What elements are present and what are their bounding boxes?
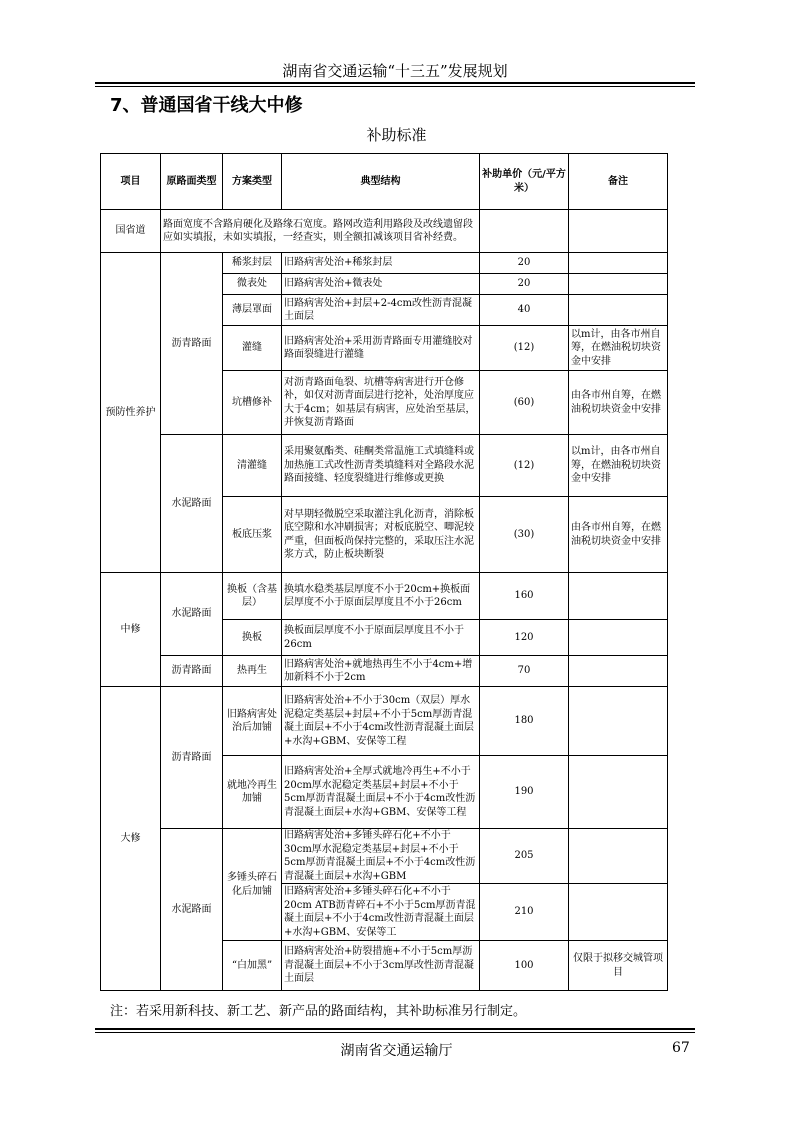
cell-project: 预防性养护 [101, 253, 161, 573]
cell-remark [569, 573, 668, 620]
cell-road-type: 水泥路面 [161, 829, 223, 991]
footer-rule [95, 1028, 695, 1030]
cell-remark [569, 687, 668, 756]
cell-structure: 采用聚氨酯类、硅酮类常温施工式填缝料或加热施工式改性沥青类填缝料对全路段水泥路面接缝、轻度裂缝进行维修或更换 [282, 435, 480, 497]
cell-project: 大修 [101, 687, 161, 991]
cell-structure: 旧路病害处治+采用沥青路面专用灌缝胶对路面裂缝进行灌缝 [282, 326, 480, 371]
cell-structure: 旧路病害处治+封层+2-4cm改性沥青混凝土面层 [282, 295, 480, 326]
header-rule [95, 82, 695, 84]
cell-structure: 换填水稳类基层厚度不小于20cm+换板面层厚度不小于原面层厚度且不小于26cm [282, 573, 480, 620]
cell-remark [569, 295, 668, 326]
page-header: 湖南省交通运输“十三五”发展规划 [282, 62, 508, 80]
cell-structure: 换板面层厚度不小于原面层厚度且不小于26cm [282, 620, 480, 656]
col-header-scheme: 方案类型 [223, 154, 282, 210]
cell-price: 180 [480, 687, 569, 756]
cell-price: 100 [480, 941, 569, 991]
subsidy-table [100, 153, 668, 991]
cell-remark [569, 620, 668, 656]
cell-scheme: 多锤头碎石化后加铺 [223, 829, 282, 941]
footer-rule-thin [95, 1032, 695, 1033]
cell-price: 20 [480, 253, 569, 274]
cell-price: (30) [480, 497, 569, 573]
cell-structure: 旧路病害处治+不小于30cm（双层）厚水泥稳定类基层+封层+不小于5cm厚沥青混凝土面层+不小于4cm改性沥青混凝土面层+水沟+GBM、安保等工程 [282, 687, 480, 756]
cell-structure: 对早期轻微脱空采取灌注乳化沥青，消除板底空隙和水冲刷损害；对板底脱空、唧泥较严重，但面板尚保持完整的，采取压注水泥浆方式，防止板块断裂 [282, 497, 480, 573]
cell-price: (60) [480, 371, 569, 435]
cell-structure: 旧路病害处治+微表处 [282, 274, 480, 295]
cell-road-type: 水泥路面 [161, 435, 223, 573]
cell-price: 160 [480, 573, 569, 620]
cell-remark: 由各市州自筹，在燃油税切块资金中安排 [569, 371, 668, 435]
cell-structure: 旧路病害处治+就地热再生不小于4cm+增加新料不小于2cm [282, 656, 480, 687]
table-row [101, 210, 668, 253]
cell-scheme: 坑槽修补 [223, 371, 282, 435]
cell-price: 205 [480, 829, 569, 884]
table-row [101, 573, 668, 620]
cell-scheme: 清灌缝 [223, 435, 282, 497]
col-header-project: 项目 [101, 154, 161, 210]
cell-structure: 旧路病害处治+防裂措施+不小于5cm厚沥青混凝土面层+不小于3cm厚改性沥青混凝土面层 [282, 941, 480, 991]
table-row [101, 435, 668, 497]
table-row [101, 829, 668, 884]
cell-scheme: 薄层罩面 [223, 295, 282, 326]
cell-project: 中修 [101, 573, 161, 687]
cell-scheme: 板底压浆 [223, 497, 282, 573]
cell-structure: 旧路病害处治+多锤头碎石化+不小于30cm厚水泥稳定类基层+封层+不小于5cm厚沥青混凝土面层+不小于4cm改性沥青混凝土面层+水沟+GBM [282, 829, 480, 884]
cell-structure: 旧路病害处治+全厚式就地冷再生+不小于20cm厚水泥稳定类基层+封层+不小于5cm厚沥青混凝土面层+不小于4cm改性沥青混凝土面层+水沟+GBM、安保等工程 [282, 756, 480, 829]
footnote: 注：若采用新科技、新工艺、新产品的路面结构，其补助标准另行制定。 [110, 1004, 527, 1019]
cell-remark: 以m计，由各市州自筹，在燃油税切块资金中安排 [569, 326, 668, 371]
cell-price: 190 [480, 756, 569, 829]
page-number: 67 [672, 1040, 690, 1056]
cell-remark [569, 656, 668, 687]
cell-remark [569, 884, 668, 941]
col-header-remark: 备注 [569, 154, 668, 210]
cell-scheme: 灌缝 [223, 326, 282, 371]
cell-price: 120 [480, 620, 569, 656]
cell-remark [569, 274, 668, 295]
cell-road-type: 沥青路面 [161, 253, 223, 435]
cell-price: (12) [480, 326, 569, 371]
header-rule-thin [95, 86, 695, 87]
cell-structure: 对沥青路面龟裂、坑槽等病害进行开仓修补，如仅对沥青面层进行挖补，处治厚度应大于4cm；如基层有病害，应处治至基层，并恢复沥青路面 [282, 371, 480, 435]
cell-remark [569, 253, 668, 274]
cell-price: 210 [480, 884, 569, 941]
cell-scheme: 就地冷再生加铺 [223, 756, 282, 829]
cell-price [480, 210, 569, 253]
cell-road-type: 沥青路面 [161, 687, 223, 829]
cell-price: 20 [480, 274, 569, 295]
cell-structure: 旧路病害处治+多锤头碎石化+不小于20cm ATB沥青碎石+不小于5cm厚沥青混凝土面层+不小于4cm改性沥青混凝土面层+水沟+GBM、安保等工 [282, 884, 480, 941]
cell-scheme: 稀浆封层 [223, 253, 282, 274]
cell-structure: 旧路病害处治+稀浆封层 [282, 253, 480, 274]
table-caption: 补助标准 [366, 126, 427, 144]
table-row [101, 656, 668, 687]
cell-scheme: 热再生 [223, 656, 282, 687]
col-header-structure: 典型结构 [282, 154, 480, 210]
cell-remark: 由各市州自筹，在燃油税切块资金中安排 [569, 497, 668, 573]
cell-price: (12) [480, 435, 569, 497]
cell-remark [569, 210, 668, 253]
cell-remark [569, 756, 668, 829]
cell-remark: 仅限于拟移交城管项目 [569, 941, 668, 991]
cell-scheme: 微表处 [223, 274, 282, 295]
cell-scheme: 换板 [223, 620, 282, 656]
cell-project: 国省道 [101, 210, 161, 253]
cell-scheme: 旧路病害处治后加铺 [223, 687, 282, 756]
cell-scheme: 换板（含基层） [223, 573, 282, 620]
table-row [101, 253, 668, 274]
table-header-row [101, 154, 668, 210]
cell-remark: 以m计，由各市州自筹，在燃油税切块资金中安排 [569, 435, 668, 497]
cell-road-type: 沥青路面 [161, 656, 223, 687]
col-header-road-type: 原路面类型 [161, 154, 223, 210]
cell-remark [569, 829, 668, 884]
cell-price: 70 [480, 656, 569, 687]
cell-scheme: “白加黑” [223, 941, 282, 991]
section-title: 7、普通国省干线大中修 [110, 95, 303, 116]
col-header-price: 补助单价（元/平方米） [480, 154, 569, 210]
cell-road-type: 水泥路面 [161, 573, 223, 656]
cell-price: 40 [480, 295, 569, 326]
table-row [101, 687, 668, 756]
footer-org: 湖南省交通运输厅 [340, 1043, 453, 1059]
cell-description: 路面宽度不含路肩硬化及路缘石宽度。路网改造利用路段及改线遗留段应如实填报，未如实填报，一经查实，则全额扣减该项目省补经费。 [161, 210, 480, 253]
